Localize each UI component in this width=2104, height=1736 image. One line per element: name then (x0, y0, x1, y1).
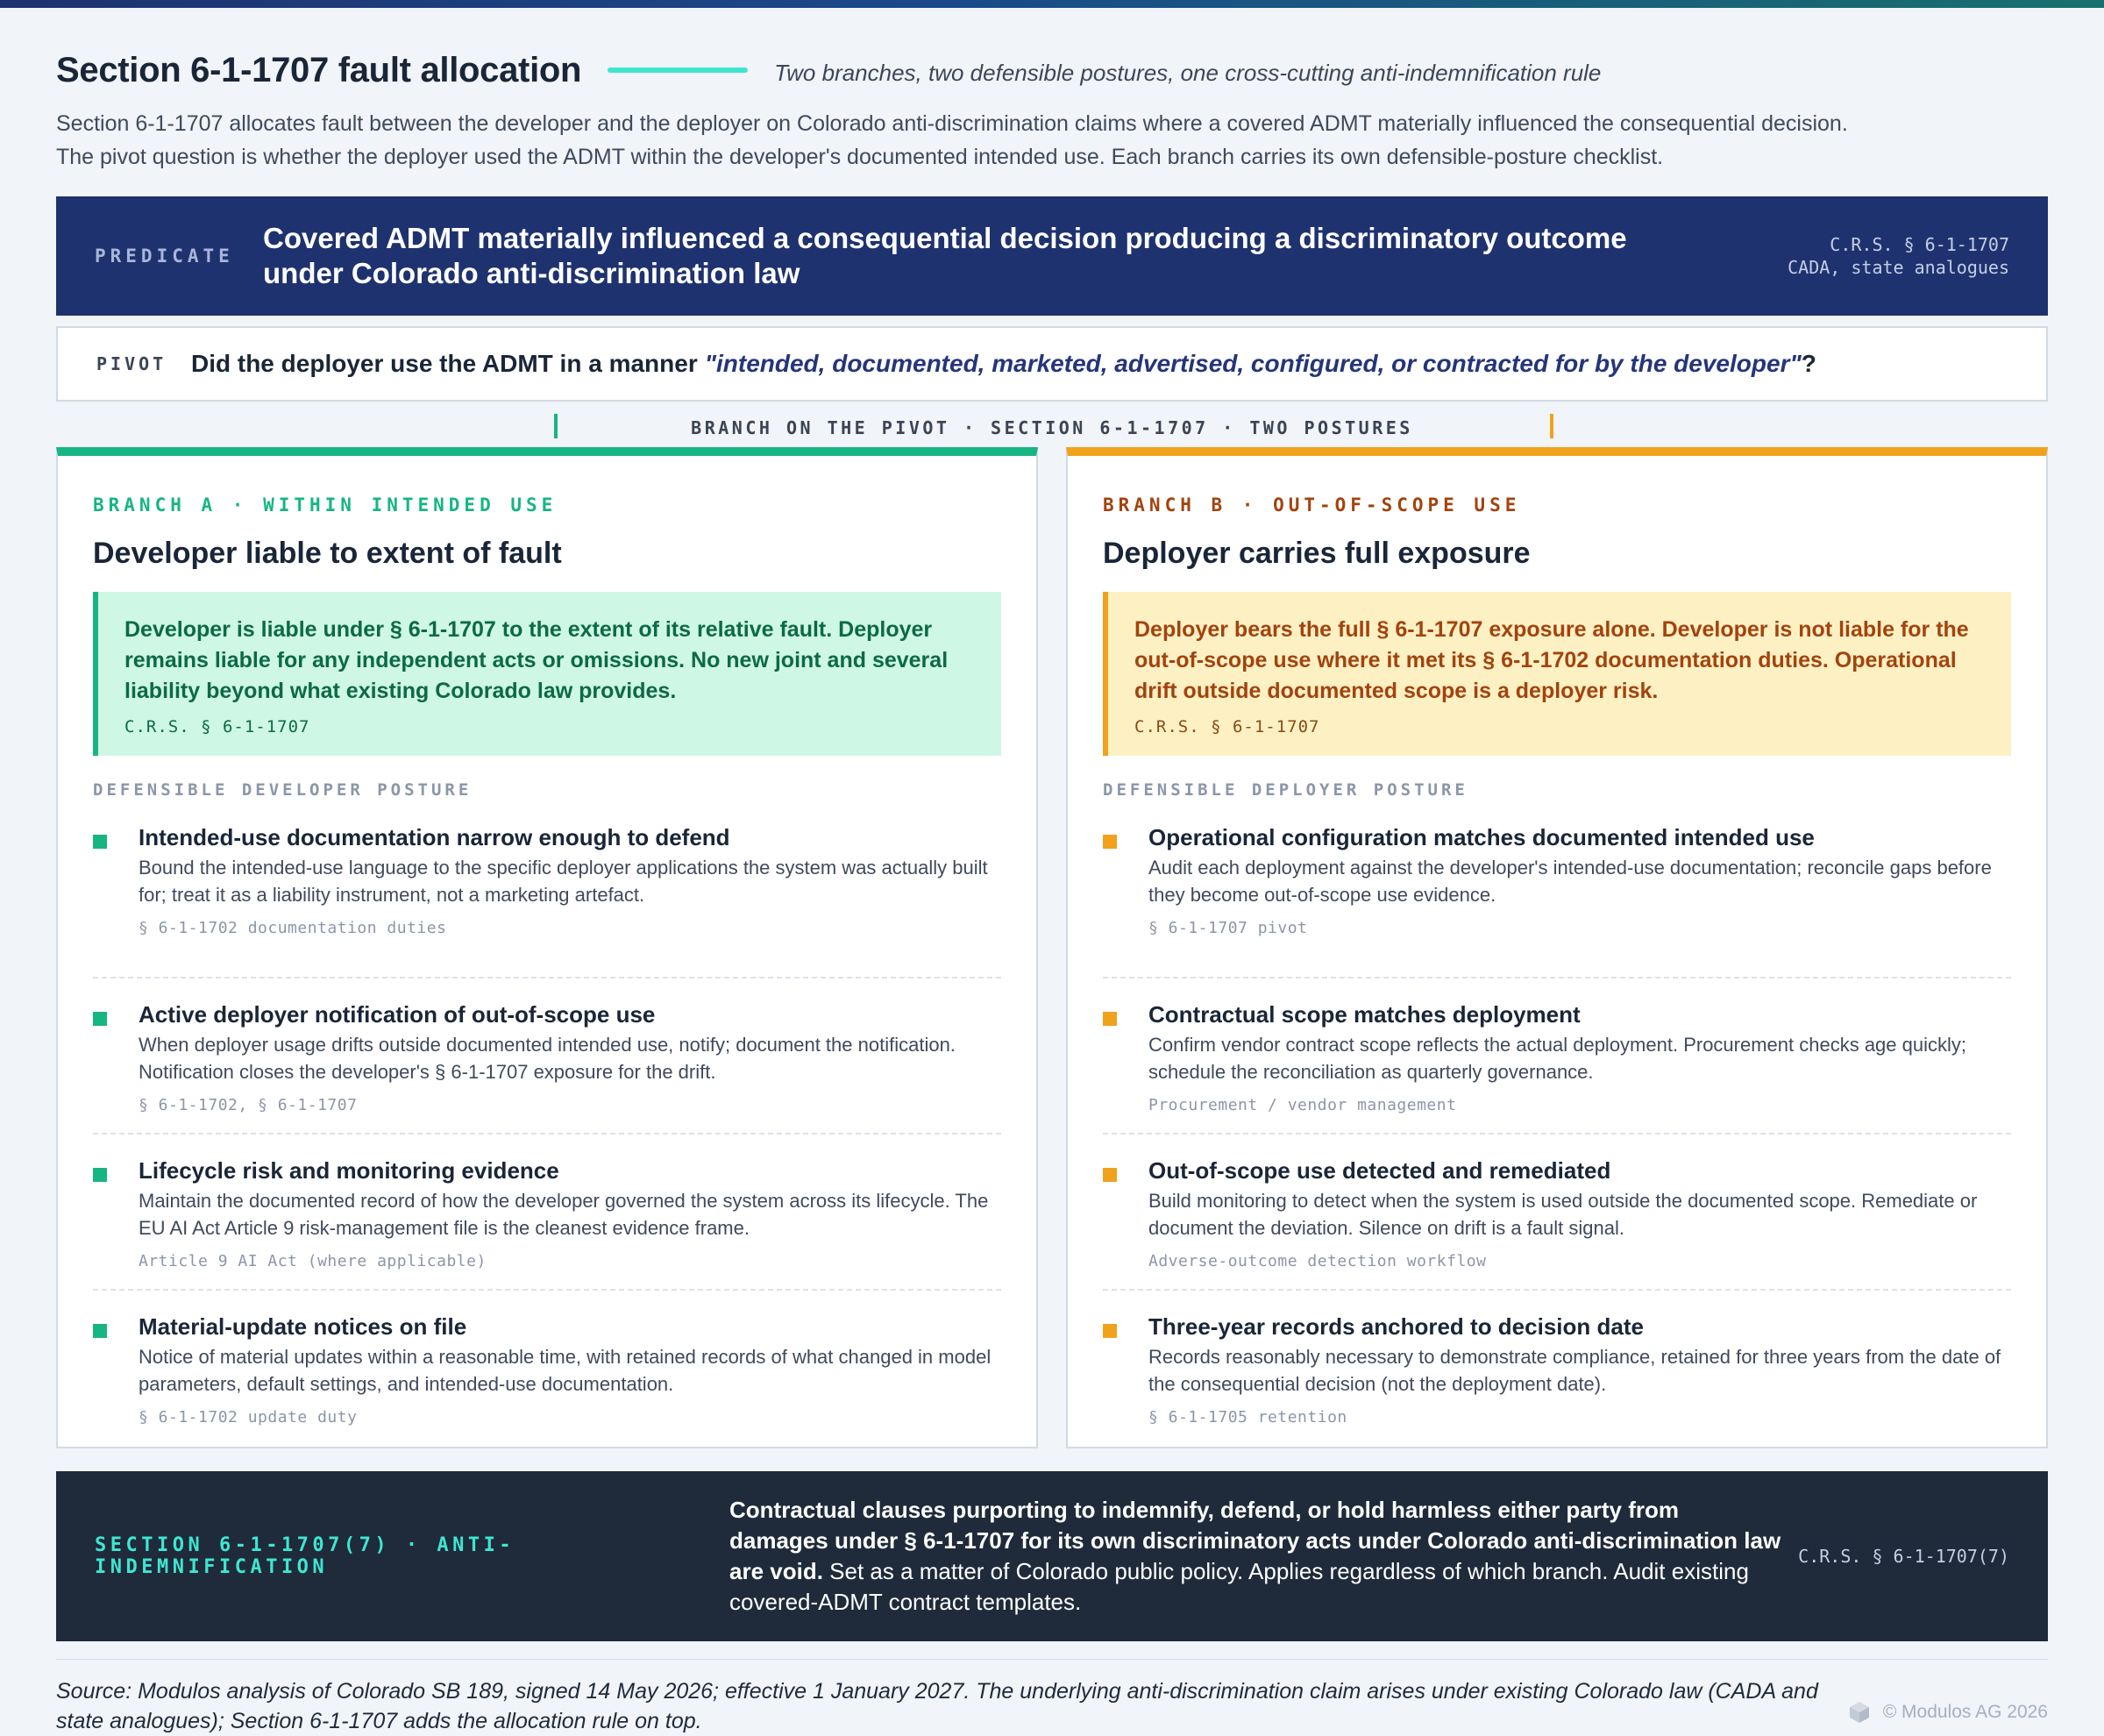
branch-connector (56, 412, 2048, 444)
list-item: Material-update notices on file Notice of material updates within a reasonable time, with retained records of what changed in model parameters, default settings, and intended-use documentation. § 6-1-1702 update duty (93, 1291, 1001, 1447)
predicate-citation: C.R.S. § 6-1-1707 CADA, state analogues (1788, 234, 2009, 278)
square-bullet-icon (1103, 1168, 1117, 1182)
list-item: Out-of-scope use detected and remediated Build monitoring to detect when the system is used outside the documented scope. Remediate or document the deviation. Silence on drift is a fault signal. Adverse-outcome detection workflow (1103, 1135, 2011, 1291)
developer-posture-list (93, 822, 1001, 1447)
pivot-quote: "intended, documented, marketed, advertised, configured, or contracted for by the developer" (704, 350, 1802, 377)
branch-b-title: Deployer carries full exposure (1103, 537, 1531, 570)
branch-a-label: BRANCH A · WITHIN INTENDED USE (93, 494, 558, 516)
brand-credit (1846, 1699, 2048, 1725)
pivot-question: Did the deployer use the ADMT in a manner "intended, documented, marketed, advertised, configured, or contracted for by the developer"? (191, 350, 1816, 377)
page-title: Section 6-1-1707 fault allocation (56, 50, 582, 89)
anti-indemnification-label: SECTION 6-1-1707(7) · ANTI-INDEMNIFICATION (95, 1534, 515, 1578)
intro-paragraph: Section 6-1-1707 allocates fault between the developer and the deployer on Colorado anti-discrimination claims where a covered ADMT materially influenced the consequential decision. The pivot question is whether the deployer used the ADMT within the developer's documented intended use. Each branch carries its own defensible-posture checklist. (56, 111, 1848, 169)
page-subtitle: Two branches, two defensible postures, one cross-cutting anti-indemnification rule (774, 59, 1602, 86)
pivot-box (56, 326, 2048, 402)
branch-b-callout: Deployer bears the full § 6-1-1707 exposure alone. Developer is not liable for the out-of-scope use where it met its § 6-1-1702 documentation duties. Operational drift outside documented scope is a deployer risk. C.R.S. § 6-1-1707 (1103, 592, 2011, 756)
list-item: Contractual scope matches deployment Confirm vendor contract scope reflects the actual deployment. Procurement checks age quickly; schedule the reconciliation as quarterly governance. Procurement / vendor management (1103, 978, 2011, 1135)
square-bullet-icon (1103, 1012, 1117, 1026)
branch-a-callout-citation: C.R.S. § 6-1-1707 (124, 717, 310, 736)
square-bullet-icon (93, 835, 107, 849)
copyright-text: © Modulos AG 2026 (1882, 1702, 2048, 1722)
connector-label: BRANCH ON THE PIVOT · SECTION 6-1-1707 · TWO POSTURES (691, 417, 1413, 438)
footer-divider (56, 1659, 2048, 1660)
anti-indemnification-box (56, 1471, 2048, 1641)
pivot-label: PIVOT (96, 353, 167, 374)
square-bullet-icon (1103, 835, 1117, 849)
branch-b-panel (1066, 447, 2048, 1448)
anti-indemnification-text: Contractual clauses purporting to indemnify, defend, or hold harmless either party from damages under § 6-1-1707 for its own discriminatory acts under Colorado anti-discrimination law are void. Set as a matter of Colorado public policy. Applies regardless of which branch. Audit existing covered-ADMT contract templates. (729, 1497, 1781, 1615)
list-item: Intended-use documentation narrow enough to defend Bound the intended-use language to the specific deployer applications the system was actually built for; treat it as a liability instrument, not a marketing artefact. § 6-1-1702 documentation duties (93, 822, 1001, 978)
list-item: Operational configuration matches documented intended use Audit each deployment against the developer's intended-use documentation; reconcile gaps before they become out-of-scope use evidence. § 6-1-1707 pivot (1103, 822, 2011, 978)
predicate-box (56, 196, 2048, 316)
top-accent-bar (0, 0, 2104, 8)
square-bullet-icon (93, 1168, 107, 1182)
list-item: Three-year records anchored to decision date Records reasonably necessary to demonstrate compliance, retained for three years from the date of the consequential decision (not the deployment date). § 6-1-1705 retention (1103, 1291, 2011, 1447)
page-header (56, 46, 2048, 174)
title-accent-line (608, 68, 748, 73)
list-item: Lifecycle risk and monitoring evidence Maintain the documented record of how the developer governed the system across its lifecycle. The EU AI Act Article 9 risk-management file is the cleanest evidence frame. Article 9 AI Act (where applicable) (93, 1135, 1001, 1291)
predicate-label: PREDICATE (95, 245, 234, 267)
branch-a-title: Developer liable to extent of fault (93, 537, 562, 570)
square-bullet-icon (93, 1324, 107, 1338)
cube-logo-icon (1846, 1699, 1873, 1725)
deployer-posture-list (1103, 822, 2011, 1447)
branch-a-panel (56, 447, 1038, 1448)
branch-b-callout-citation: C.R.S. § 6-1-1707 (1134, 717, 1320, 736)
predicate-text: Covered ADMT materially influenced a consequential decision producing a discriminatory outcome under Colorado anti-discrimination law (263, 222, 1627, 289)
branch-a-callout: Developer is liable under § 6-1-1707 to the extent of its relative fault. Deployer remains liable for any independent acts or omissions. No new joint and several liability beyond what existing Colorado law provides. C.R.S. § 6-1-1707 (93, 592, 1001, 756)
anti-indemnification-citation: C.R.S. § 6-1-1707(7) (1798, 1546, 2009, 1567)
developer-posture-label: DEFENSIBLE DEVELOPER POSTURE (93, 780, 473, 800)
square-bullet-icon (93, 1012, 107, 1026)
list-item: Active deployer notification of out-of-scope use When deployer usage drifts outside documented intended use, notify; document the notification. Notification closes the developer's § 6-1-1707 exposure for the drift. § 6-1-1702, § 6-1-1707 (93, 978, 1001, 1135)
source-note: Source: Modulos analysis of Colorado SB 189, signed 14 May 2026; effective 1 January 2027. The underlying anti-discrimination claim arises under existing Colorado law (CADA and state analogues); Section 6-1-1707 adds the allocation rule on top. (56, 1679, 1818, 1733)
square-bullet-icon (1103, 1324, 1117, 1338)
branch-b-label: BRANCH B · OUT-OF-SCOPE USE (1103, 494, 1521, 516)
deployer-posture-label: DEFENSIBLE DEPLOYER POSTURE (1103, 780, 1468, 800)
